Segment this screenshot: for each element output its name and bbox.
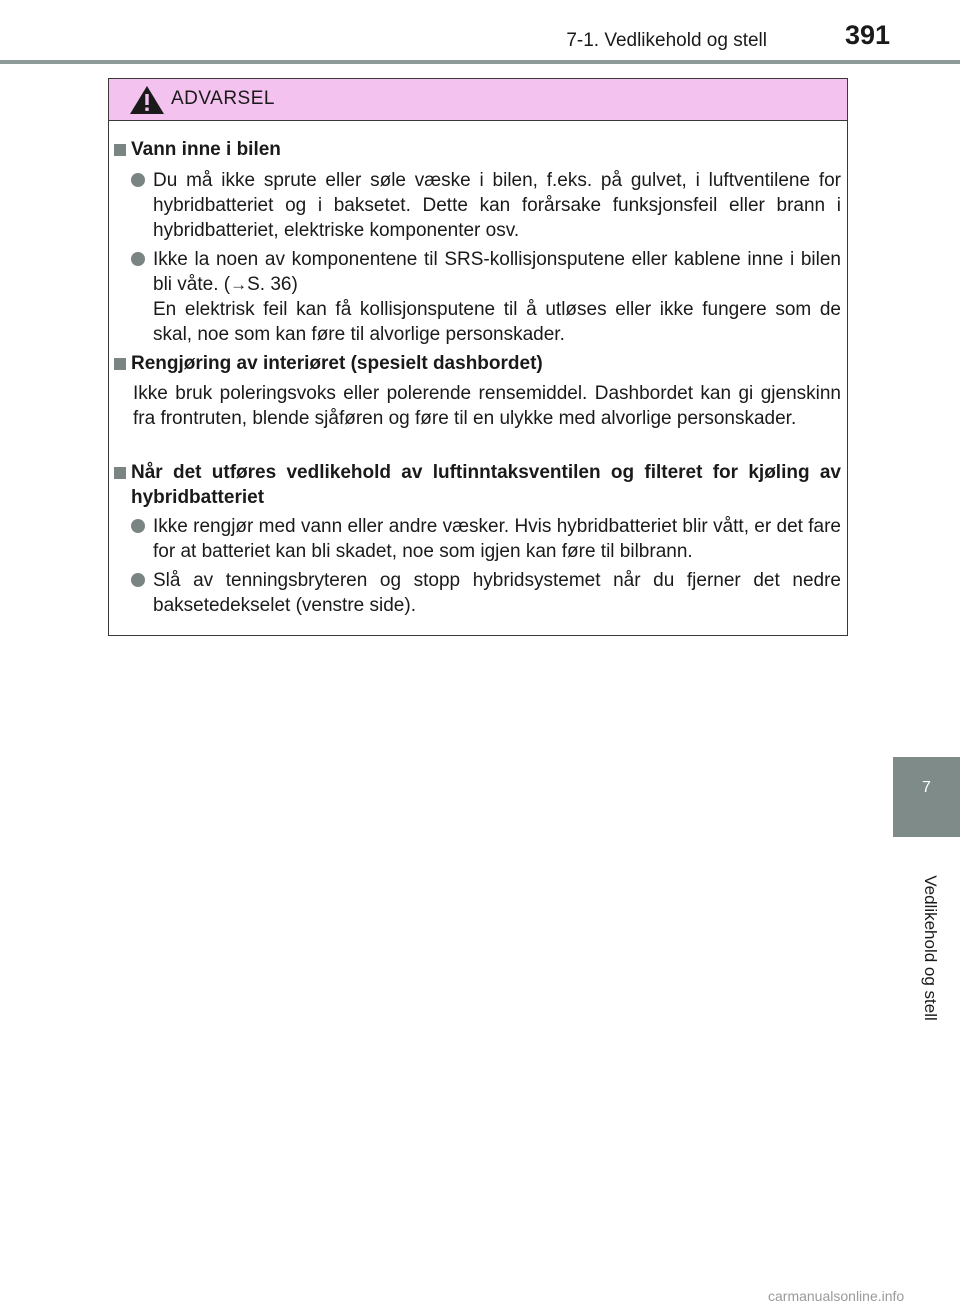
bullet-item xyxy=(153,568,841,618)
page-number: 391 xyxy=(844,20,890,50)
page-reference: S. 36) xyxy=(247,274,298,295)
square-bullet-icon xyxy=(114,358,126,370)
round-bullet-icon xyxy=(131,252,145,266)
section-title-maintenance xyxy=(131,460,841,510)
warning-box xyxy=(108,78,848,636)
warning-header xyxy=(109,79,847,121)
bullet-text: Ikke rengjør med vann eller andre væsker. Hvis hybridbatteriet blir vått, er det fare for at batteriet kan bli skadet, noe som igjen kan føre til bilbrann. xyxy=(153,516,841,562)
header-section-title: 7-1. Vedlikehold og stell xyxy=(566,30,767,51)
section-title-cleaning xyxy=(131,351,841,376)
bullet-item xyxy=(153,168,841,243)
section-title-text: Når det utføres vedlikehold av luftinntaksventilen og filteret for kjøling av hybridbatteriet xyxy=(131,462,841,508)
square-bullet-icon xyxy=(114,144,126,156)
section-title-text: Vann inne i bilen xyxy=(131,139,281,160)
watermark: carmanualsonline.info xyxy=(768,1288,905,1304)
section-title-water xyxy=(131,137,841,162)
round-bullet-icon xyxy=(131,519,145,533)
chapter-side-title: Vedlikehold og stell xyxy=(921,875,940,1021)
round-bullet-icon xyxy=(131,173,145,187)
chapter-tab xyxy=(893,757,960,837)
chapter-tab-number: 7 xyxy=(922,779,931,796)
bullet-text: Ikke la noen av komponentene til SRS-kollisjonsputene eller kablene inne i bilen bli våte. ( xyxy=(153,249,841,295)
bullet-text: En elektrisk feil kan få kollisjonsputene til å utløses eller ikke fungere som de skal, noe som kan føre til alvorlige personskader. xyxy=(153,299,841,345)
square-bullet-icon xyxy=(114,467,126,479)
arrow-right-icon: → xyxy=(230,275,248,294)
warning-label: ADVARSEL xyxy=(171,88,275,109)
section-title-text: Rengjøring av interiøret (spesielt dashbordet) xyxy=(131,353,543,374)
header-rule xyxy=(0,60,960,64)
bullet-text: Slå av tenningsbryteren og stopp hybridsystemet når du fjerner det nedre baksetedekselet (venstre side). xyxy=(153,570,841,616)
bullet-item xyxy=(153,514,841,564)
bullet-text: Du må ikke sprute eller søle væske i bilen, f.eks. på gulvet, i luftventilene for hybridbatteriet og i baksetet. Dette kan forårsake funksjonsfeil eller brann i hybridbatteriet, elektriske komponenter osv. xyxy=(153,170,841,241)
warning-triangle-icon xyxy=(129,85,165,115)
bullet-item xyxy=(153,247,841,347)
round-bullet-icon xyxy=(131,573,145,587)
paragraph: Ikke bruk poleringsvoks eller polerende rensemiddel. Dashbordet kan gi gjenskinn fra frontruten, blende sjåføren og føre til en ulykke med alvorlige personskader. xyxy=(133,383,841,429)
